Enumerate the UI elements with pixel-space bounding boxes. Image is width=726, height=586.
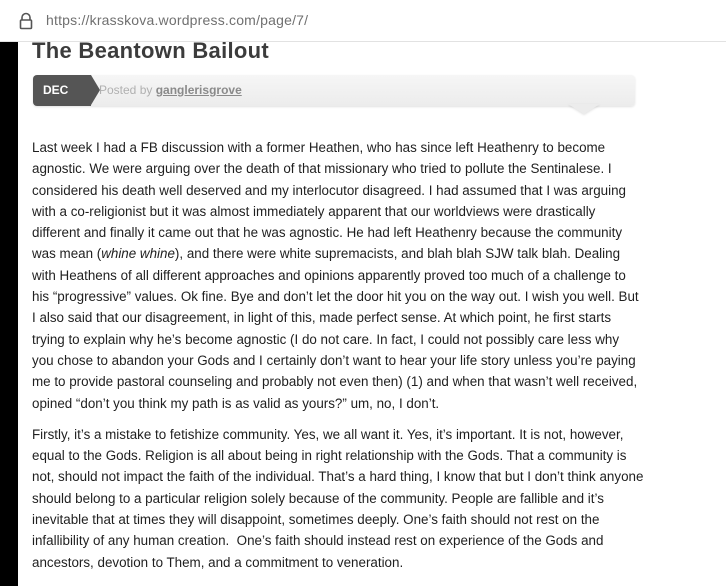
lock-icon bbox=[18, 12, 34, 30]
meta-bar-notch bbox=[568, 104, 600, 114]
author-link[interactable]: ganglerisgrove bbox=[155, 83, 242, 97]
posted-by bbox=[99, 83, 242, 97]
url-text[interactable] bbox=[46, 12, 308, 28]
post-paragraph bbox=[32, 137, 644, 414]
page-left-edge bbox=[0, 42, 18, 586]
post-title[interactable]: The Beantown Bailout bbox=[32, 38, 269, 63]
post-date-badge: DEC 6 bbox=[33, 75, 91, 106]
paragraph-text: ), and there were white supremacists, and blah blah SJW talk blah. Dealing with Heathens of all different approaches and opinions apparently proved too much of a challenge to his “progressive” values. Ok fine. Bye and don’t let the door hit you on the way out. I wish you well. But I also said that our disagreement, in light of this, made perfect sense. At which point, he first starts trying to explain why he’s become agnostic (I do not care. In fact, I could not possibly care less why you chose to abandon your Gods and I certainly don’t want to hear your life story unless you’re paying me to provide pastoral counseling and probably not even then) (1) and when that wasn’t well received, opined “don’t you think my path is as valid as yours?” um, no, I don’t. bbox=[32, 246, 639, 411]
posted-by-label: Posted by bbox=[99, 83, 153, 97]
post-content bbox=[32, 137, 644, 583]
italic-text: whine whine bbox=[101, 246, 175, 262]
post-paragraph bbox=[32, 424, 644, 573]
url-path: /page/7/ bbox=[256, 12, 309, 28]
paragraph-text: Last week I had a FB discussion with a former Heathen, who has since left Heathenry to become agnostic. We were arguing over the death of that missionary who tried to pollute the Sentinalese. I considered his death well deserved and my interlocutor disagreed. I had assumed that I was arguing with a co-religionist but it was almost immediately apparent that our worldviews were drastically different and finally it came out that he was agnostic. He had left Heathenry because the community was mean ( bbox=[32, 140, 626, 262]
paragraph-text: Firstly, it’s a mistake to fetishize community. Yes, we all want it. Yes, it’s important. It is not, however, equal to the Gods. Religion is all about being in right relationship with the Gods. That a community is not, should not impact the faith of the individual. That’s a hard thing, I know that but I don’t think anyone should belong to a particular religion solely because of the community. People are fallible and it’s inevitable that at times they will disappoint, sometimes deeply. One’s faith should not rest on the infallibility of any human creation. One’s faith should instead rest on experience of the Gods and ancestors, devotion to Them, and a commitment to veneration. bbox=[32, 426, 644, 570]
address-bar[interactable] bbox=[0, 0, 726, 42]
url-host: https://krasskova.wordpress.com bbox=[46, 12, 257, 28]
